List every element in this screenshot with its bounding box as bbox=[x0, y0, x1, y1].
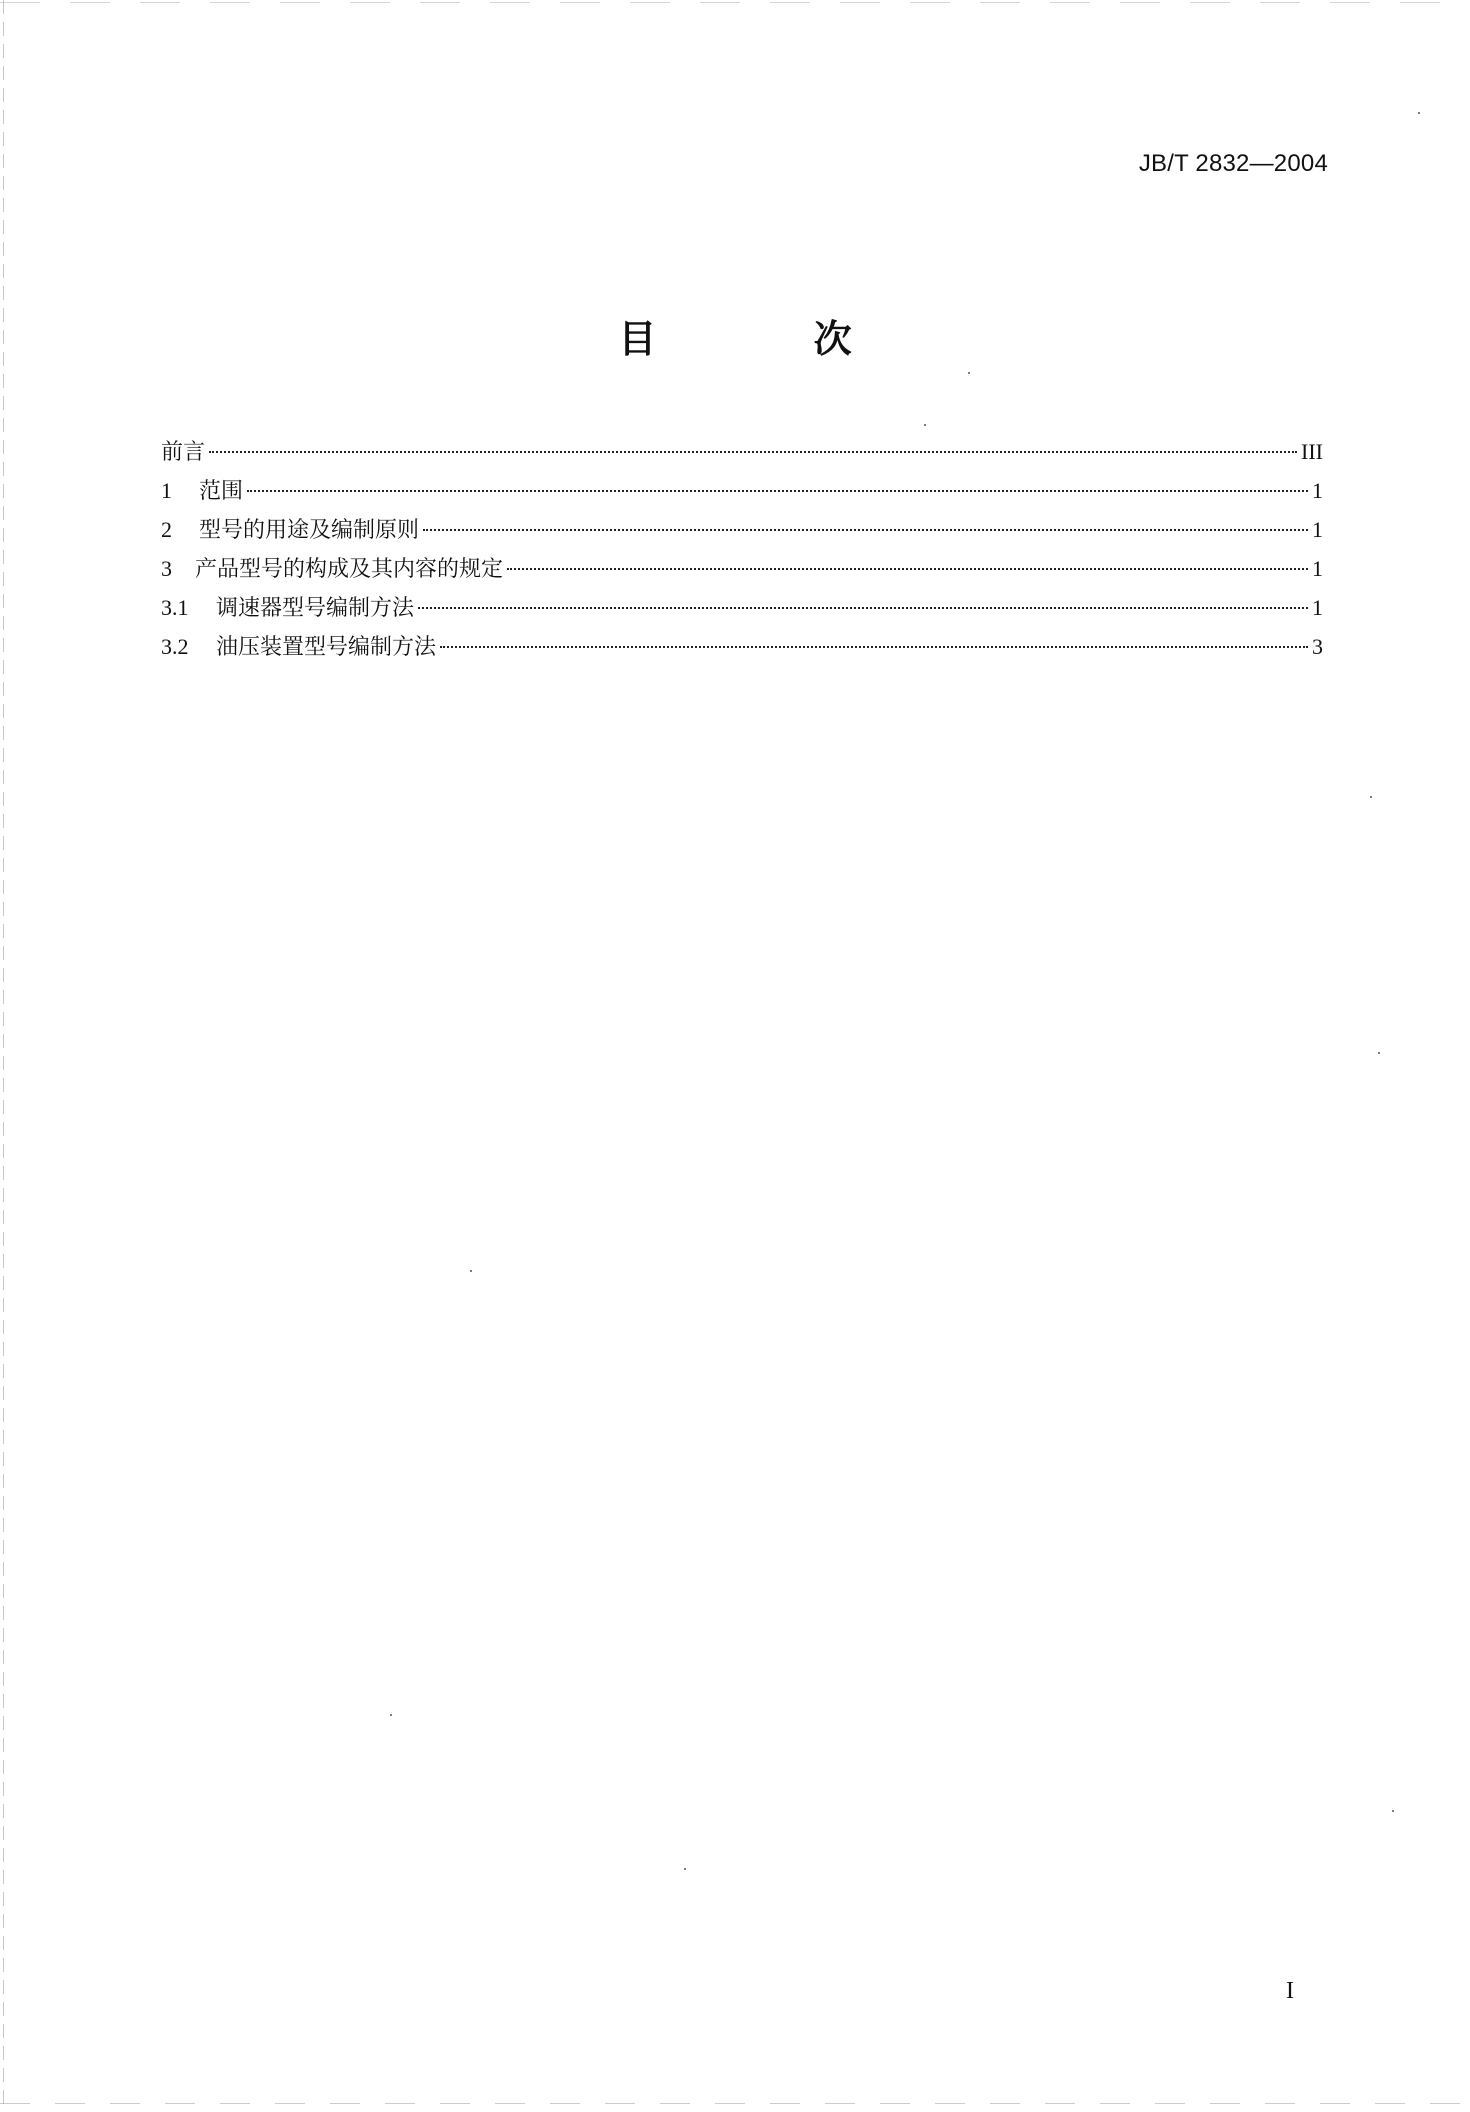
scan-speck bbox=[684, 1868, 686, 1870]
toc-entry-label: 油压装置型号编制方法 bbox=[216, 635, 437, 660]
toc-entry-1[interactable] bbox=[161, 471, 1323, 510]
toc-entry-label: 前言 bbox=[161, 440, 206, 465]
toc-entry-page: III bbox=[1301, 439, 1323, 464]
scan-speck bbox=[390, 1714, 392, 1716]
page-title: 目 次 bbox=[618, 317, 924, 361]
toc-entry-number: 1 bbox=[161, 478, 172, 503]
toc-entry-label: 型号的用途及编制原则 bbox=[199, 518, 420, 543]
toc-dot-leader bbox=[209, 451, 1297, 453]
toc-dot-leader bbox=[247, 490, 1308, 492]
toc-entry-page: 1 bbox=[1312, 517, 1323, 542]
toc-entry-page: 1 bbox=[1312, 556, 1323, 581]
toc-entry-preface[interactable] bbox=[161, 432, 1323, 471]
scan-speck bbox=[968, 372, 970, 374]
toc-dot-leader bbox=[423, 529, 1308, 531]
toc-entry-page: 1 bbox=[1312, 478, 1323, 503]
toc-entry-number: 3 bbox=[161, 556, 172, 581]
toc-entry-3-1[interactable] bbox=[161, 588, 1323, 627]
toc-entry-3-2[interactable] bbox=[161, 627, 1323, 666]
scan-speck bbox=[1418, 112, 1420, 114]
page-number: I bbox=[1286, 1978, 1294, 2004]
scan-speck bbox=[1370, 796, 1372, 798]
scan-speck bbox=[470, 1270, 472, 1272]
scan-speck bbox=[924, 424, 926, 426]
toc-entry-page: 3 bbox=[1312, 634, 1323, 659]
toc-entry-number: 2 bbox=[161, 517, 172, 542]
scan-speck bbox=[1378, 1052, 1380, 1054]
scan-edge-top bbox=[0, 2, 1470, 3]
toc-entry-label: 调速器型号编制方法 bbox=[216, 596, 415, 621]
toc-entry-number: 3.1 bbox=[161, 595, 189, 620]
toc-entry-2[interactable] bbox=[161, 510, 1323, 549]
toc-entry-label: 范围 bbox=[199, 479, 244, 504]
toc-dot-leader bbox=[507, 568, 1308, 570]
document-code: JB/T 2832—2004 bbox=[1138, 150, 1328, 177]
table-of-contents bbox=[161, 432, 1323, 666]
toc-entry-label: 产品型号的构成及其内容的规定 bbox=[195, 557, 504, 582]
scan-edge-bottom bbox=[0, 2103, 1470, 2104]
toc-entry-page: 1 bbox=[1312, 595, 1323, 620]
toc-entry-number: 3.2 bbox=[161, 634, 189, 659]
toc-dot-leader bbox=[440, 646, 1308, 648]
scan-speck bbox=[1392, 1810, 1394, 1812]
toc-entry-3[interactable] bbox=[161, 549, 1323, 588]
toc-dot-leader bbox=[418, 607, 1308, 609]
